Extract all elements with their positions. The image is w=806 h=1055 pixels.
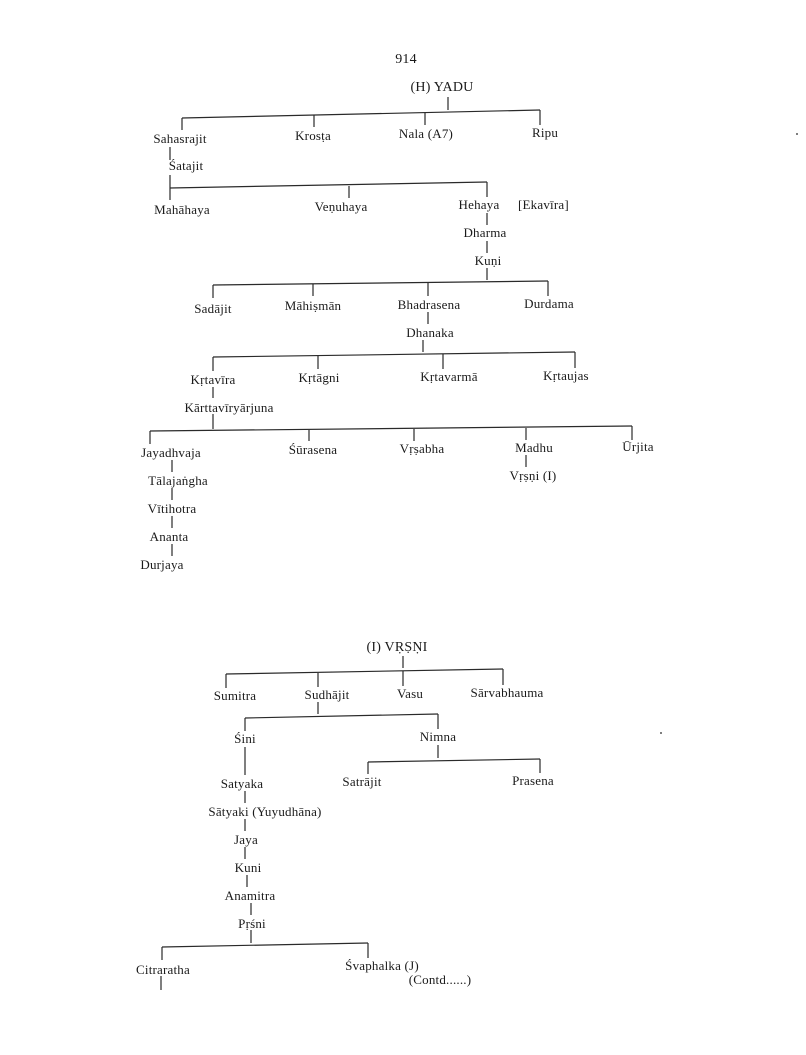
node-vitihotra: Vītihotra — [147, 501, 197, 516]
node-ananta: Ananta — [149, 529, 189, 544]
node-prasena: Prasena — [512, 773, 554, 788]
node-urjita: Ūrjita — [622, 439, 654, 454]
node-hehaya: Hehaya — [458, 197, 500, 212]
node-durdama: Durdama — [524, 296, 574, 311]
node-surasena: Śūrasena — [288, 442, 338, 457]
node-krtaujas: Kṛtaujas — [543, 368, 589, 383]
node-anamitra: Anamitra — [224, 888, 276, 903]
node-vasu: Vasu — [396, 686, 424, 701]
node-ekavira: [Ekavīra] — [518, 197, 569, 212]
scan-speck — [660, 732, 662, 734]
node-madhu: Madhu — [515, 440, 553, 455]
node-krosta: Krosṭa — [295, 128, 331, 143]
scan-speck — [796, 133, 798, 135]
node-satrajit: Satrājit — [342, 774, 382, 789]
node-krtagni: Kṛtāgni — [298, 370, 340, 385]
node-sini: Śini — [234, 731, 256, 746]
contd-note: (Contd......) — [408, 972, 472, 987]
node-sarvabhauma: Sārvabhauma — [470, 685, 544, 700]
node-citraratha: Citraratha — [136, 962, 190, 977]
node-vrsni-ref: Vṛṣṇi (I) — [509, 468, 557, 483]
node-talajangha: Tālajaṅgha — [148, 473, 208, 488]
yadu-title: (H) YADU — [410, 80, 474, 95]
node-dharma: Dharma — [463, 225, 507, 240]
node-sudhajit: Sudhājit — [304, 687, 350, 702]
node-sumitra: Sumitra — [213, 688, 257, 703]
node-venuhaya: Veṇuhaya — [314, 199, 368, 214]
node-jaya: Jaya — [234, 832, 258, 847]
node-kuni-2: Kuni — [234, 860, 262, 875]
node-ripu: Ripu — [531, 125, 559, 140]
node-krtavarma: Kṛtavarmā — [420, 369, 478, 384]
node-prsni: Pṛśni — [238, 916, 266, 931]
node-karttaviryarjuna: Kārttavīryārjuna — [184, 400, 274, 415]
node-svaphalka: Śvaphalka (J) — [345, 958, 419, 973]
node-satajit: Śatajit — [168, 158, 204, 173]
node-jayadhvaja: Jayadhvaja — [141, 445, 201, 460]
node-mahisman: Māhiṣmān — [284, 298, 342, 313]
vrsni-title: (I) VṚṢṆI — [366, 640, 428, 655]
node-kuni: Kuṇi — [474, 253, 502, 268]
node-mahahaya: Mahāhaya — [154, 202, 210, 217]
node-satyaka: Satyaka — [220, 776, 264, 791]
node-durjaya: Durjaya — [140, 557, 184, 572]
node-bhadrasena: Bhadrasena — [397, 297, 461, 312]
node-vrsabha: Vṛṣabha — [399, 441, 445, 456]
node-sahasrajit: Sahasrajit — [153, 131, 207, 146]
node-satyaki: Sātyaki (Yuyudhāna) — [208, 804, 322, 819]
node-sadajit: Sadājit — [194, 301, 232, 316]
page-number: 914 — [395, 52, 417, 67]
node-krtavira: Kṛtavīra — [190, 372, 236, 387]
node-dhanaka: Dhanaka — [406, 325, 454, 340]
node-nala: Nala (A7) — [398, 126, 454, 141]
node-nimna: Nimna — [419, 729, 457, 744]
